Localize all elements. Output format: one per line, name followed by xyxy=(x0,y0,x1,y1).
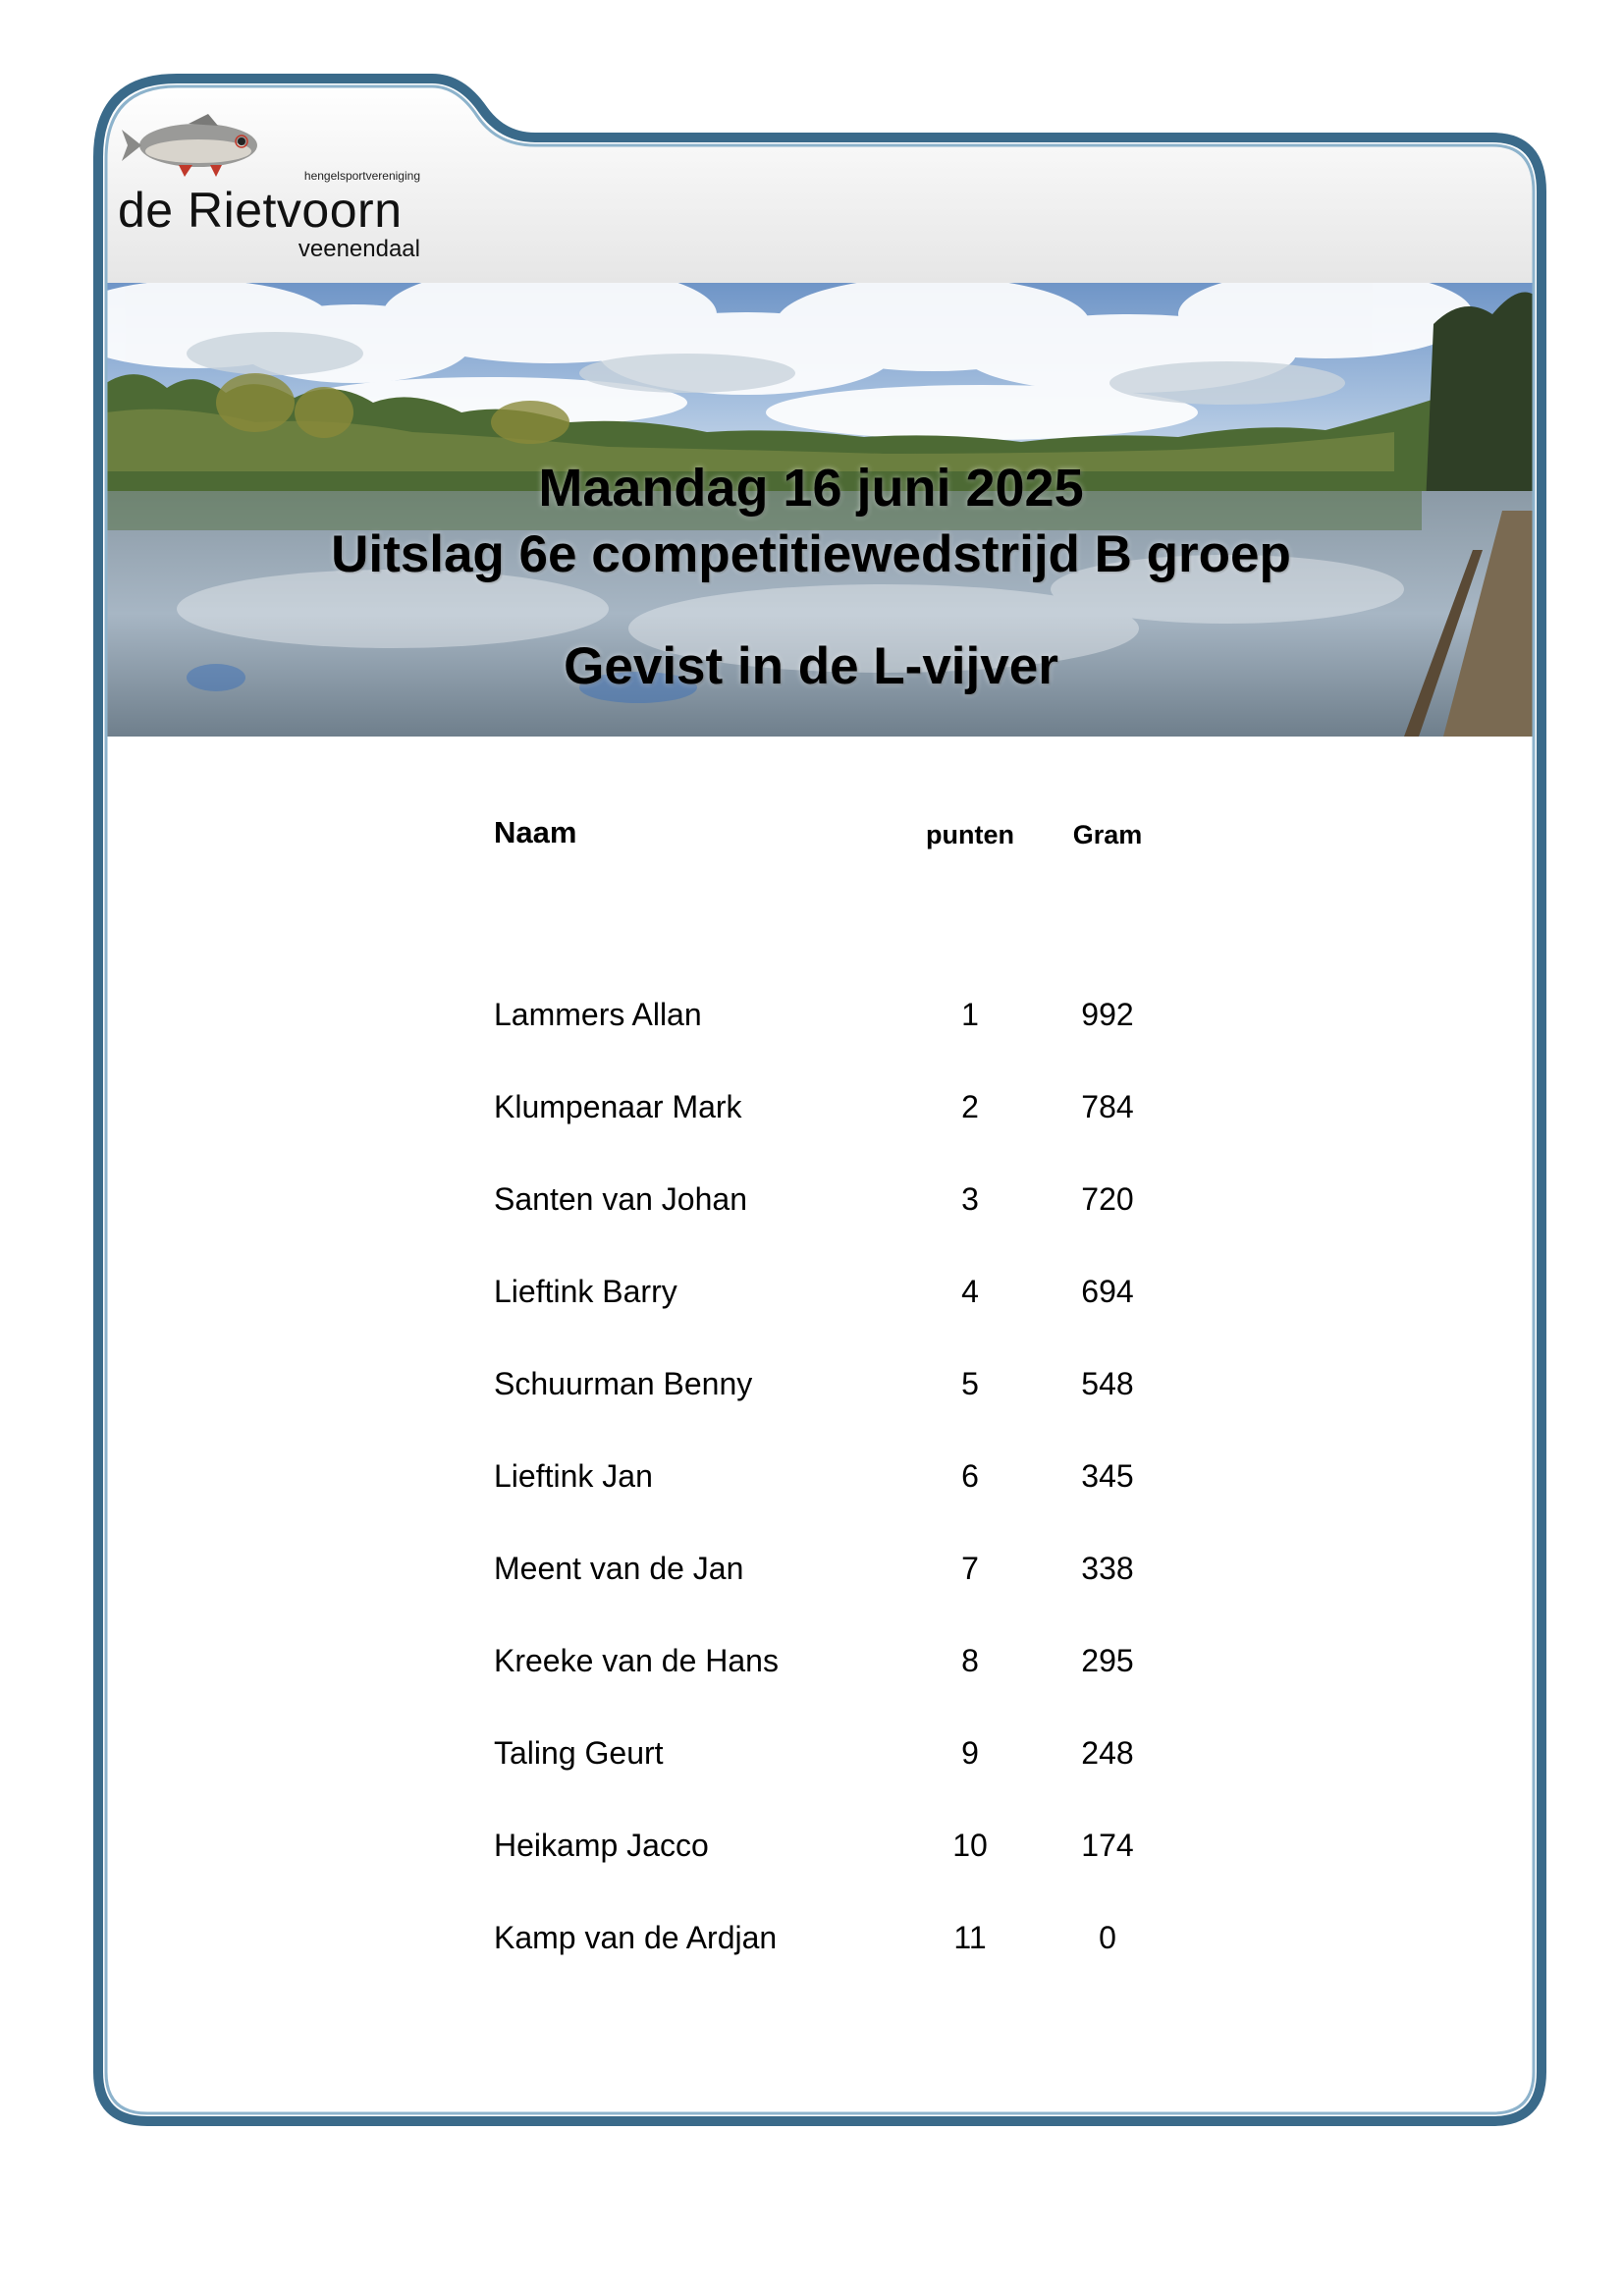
angler-name: Schuurman Benny xyxy=(494,1366,753,1401)
header-naam: Naam xyxy=(494,815,577,849)
angler-weight: 548 xyxy=(1081,1366,1134,1401)
table-row xyxy=(494,1274,1181,1366)
angler-name: Kamp van de Ardjan xyxy=(494,1920,778,1955)
angler-points: 3 xyxy=(961,1181,979,1217)
angler-points: 8 xyxy=(961,1643,979,1678)
table-row xyxy=(494,1089,1181,1181)
angler-weight: 345 xyxy=(1081,1458,1134,1494)
angler-points: 6 xyxy=(961,1458,979,1494)
angler-weight: 295 xyxy=(1081,1643,1134,1678)
table-row xyxy=(494,1458,1181,1551)
angler-name: Taling Geurt xyxy=(494,1735,664,1771)
club-type-label: hengelsportvereniging xyxy=(303,169,420,183)
angler-name: Kreeke van de Hans xyxy=(494,1643,779,1678)
angler-weight: 784 xyxy=(1081,1089,1134,1124)
angler-points: 7 xyxy=(961,1551,979,1586)
fish-icon xyxy=(120,106,277,185)
angler-weight: 720 xyxy=(1081,1181,1134,1217)
angler-name: Heikamp Jacco xyxy=(494,1828,709,1863)
angler-name: Santen van Johan xyxy=(494,1181,747,1217)
table-header xyxy=(494,815,1181,854)
angler-weight: 174 xyxy=(1081,1828,1134,1863)
angler-weight: 248 xyxy=(1081,1735,1134,1771)
club-logo xyxy=(116,106,430,263)
event-date-title: Maandag 16 juni 2025 xyxy=(538,459,1084,518)
angler-points: 5 xyxy=(961,1366,979,1401)
event-location-title: Gevist in de L-vijver xyxy=(564,637,1058,695)
table-row xyxy=(494,1366,1181,1458)
angler-name: Klumpenaar Mark xyxy=(494,1089,742,1124)
angler-weight: 992 xyxy=(1081,997,1134,1032)
angler-weight: 694 xyxy=(1081,1274,1134,1309)
table-row xyxy=(494,997,1181,1089)
header-gram: Gram xyxy=(1072,820,1143,849)
angler-weight: 0 xyxy=(1099,1920,1116,1955)
table-row xyxy=(494,1551,1181,1643)
angler-points: 4 xyxy=(961,1274,979,1309)
angler-points: 1 xyxy=(961,997,979,1032)
table-row xyxy=(494,1181,1181,1274)
table-body xyxy=(494,997,1181,2012)
club-name: de Rietvoorn xyxy=(118,183,403,238)
angler-points: 9 xyxy=(961,1735,979,1771)
table-row xyxy=(494,1828,1181,1920)
angler-points: 11 xyxy=(953,1920,987,1955)
table-row xyxy=(494,1920,1181,2012)
angler-name: Lieftink Jan xyxy=(494,1458,653,1494)
angler-points: 2 xyxy=(961,1089,979,1124)
angler-name: Lieftink Barry xyxy=(494,1274,677,1309)
table-row xyxy=(494,1643,1181,1735)
angler-name: Lammers Allan xyxy=(494,997,702,1032)
angler-points: 10 xyxy=(952,1828,988,1863)
event-result-title: Uitslag 6e competitiewedstrijd B groep xyxy=(331,525,1291,583)
angler-weight: 338 xyxy=(1081,1551,1134,1586)
header-punten: punten xyxy=(926,820,1014,849)
table-row xyxy=(494,1735,1181,1828)
results-table xyxy=(494,815,1181,1955)
angler-name: Meent van de Jan xyxy=(494,1551,744,1586)
club-city: veenendaal xyxy=(298,236,420,262)
